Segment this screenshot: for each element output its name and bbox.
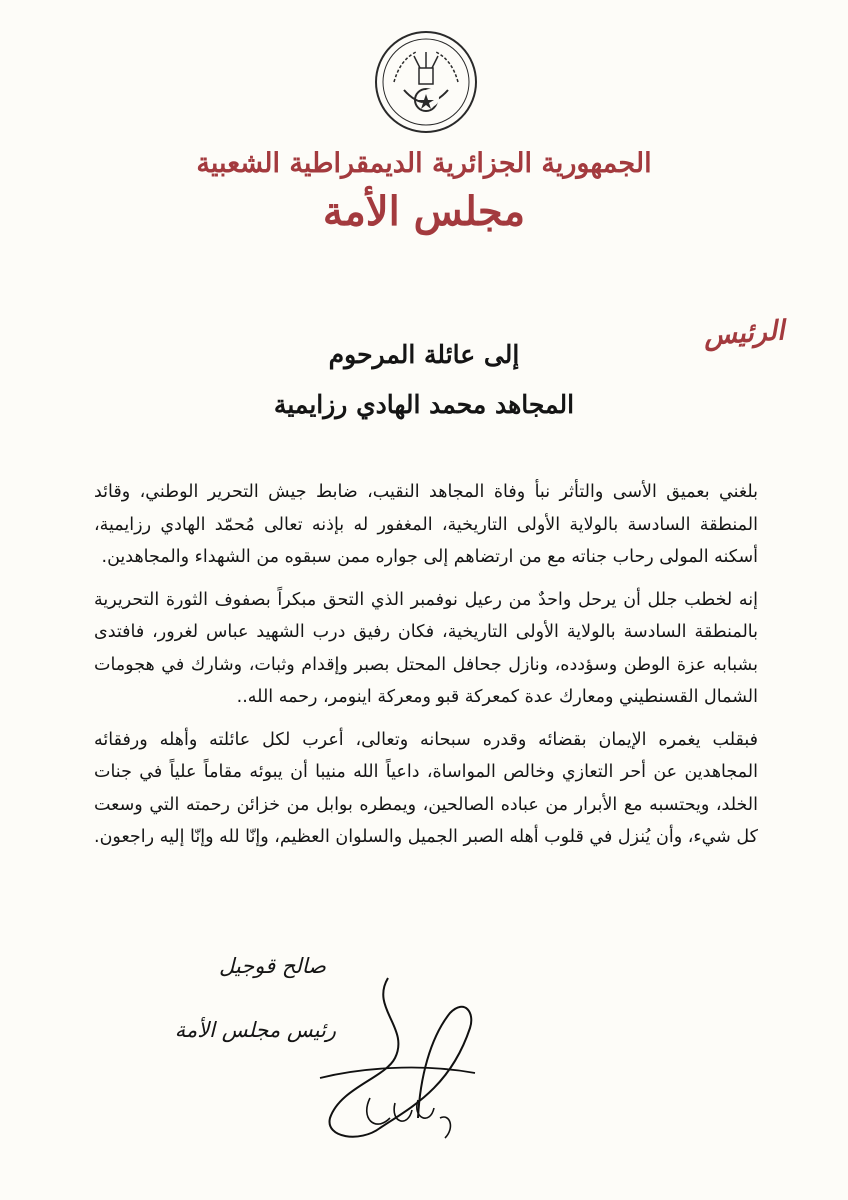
state-seal-icon [374,30,478,134]
handwritten-signature-icon [300,968,490,1158]
addressee-line-2: المجاهد محمد الهادي رزايمية [273,390,575,419]
addressee-line-1: إلى عائلة المرحوم [328,340,520,369]
council-title: مجلس الأمة [322,188,526,235]
body-paragraph: إنه لخطب جلل أن يرحل واحدٌ من رعيل نوفمبر الذي التحق مبكراً بصفوف الثورة التحريرية بالمنطقة السادسة بالولاية الأولى التاريخية، فكان رفيق درب الشهيد عباس لغرور، فافتدى بشبابه عزة الوطن وسؤدده، ونازل جحافل المحتل بصبر وإقدام وثبات، وشارك في هجومات الشمال القسنطيني ومعارك عدة كمعركة قبو ومعركة اينومر، رحمه الله.. [94,589,758,707]
body-paragraph: بلغني بعميق الأسى والتأثر نبأ وفاة المجاهد النقيب، ضابط جيش التحرير الوطني، وقائد المنطقة السادسة بالولاية الأولى التاريخية، المغفور له بإذنه تعالى مُحمّد الهادي رزايمية، أسكنه المولى رحاب جناته مع من ارتضاهم إلى جواره ممن سبقوه من الشهداء والمجاهدين. [94,482,758,567]
letter-body [94,476,758,864]
body-paragraph: فبقلب يغمره الإيمان بقضائه وقدره سبحانه وتعالى، أعرب لكل عائلته وأهله ورفقائه المجاهدين عن أحر التعازي وخالص المواساة، داعياً الله منيبا أن يبوئه مقاماً علياً في جنات الخلد، ويحتسبه مع الأبرار من عباده الصالحين، ويمطره بوابل من خزائن رحمته التي وسعت كل شيء، وأن يُنزل في قلوب أهله الصبر الجميل والسلوان العظيم، وإنّا لله وإنّا إليه راجعون. [94,729,758,847]
president-mark: الرئيس [702,315,786,352]
republic-title: الجمهورية الجزائرية الديمقراطية الشعبية [196,148,652,179]
signatory-title: رئيس مجلس الأمة [174,1018,336,1042]
signatory-name: صالح قوجيل [219,954,326,978]
